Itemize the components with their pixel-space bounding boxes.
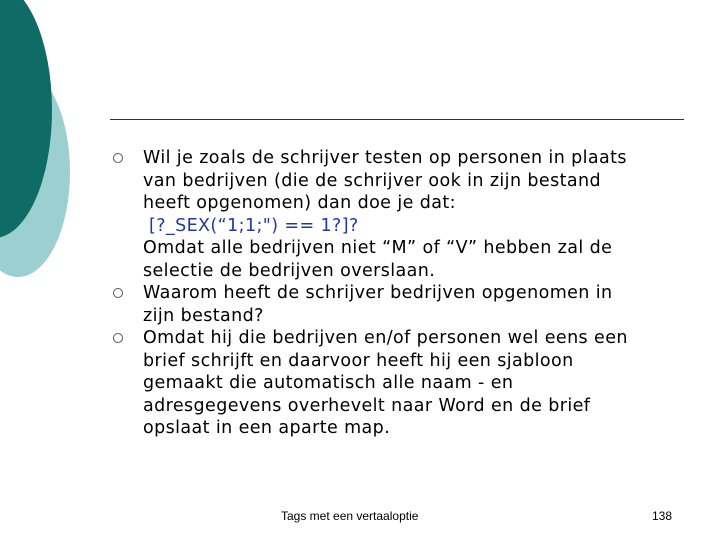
bullet-item-1 xyxy=(113,147,693,282)
bullet-line: selectie de bedrijven overslaan. xyxy=(143,260,436,281)
bullet-line: Omdat hij die bedrijven en/of personen wel eens een xyxy=(143,328,628,348)
bullet-line: adresgegevens overhevelt naar Word en de brief xyxy=(143,395,591,416)
bullet-item-2 xyxy=(113,282,693,327)
bullet-line: gemaakt die automatisch alle naam - en xyxy=(143,373,514,393)
circle-bullet-icon xyxy=(113,288,123,298)
footer-title: Tags met een vertaaloptie xyxy=(281,509,419,523)
bullet-line: opslaat in een aparte map. xyxy=(143,418,391,438)
bullet-line: van bedrijven (die de schrijver ook in zijn bestand xyxy=(143,170,601,191)
decorative-teal-circles xyxy=(0,0,120,300)
bullet-line: zijn bestand? xyxy=(143,305,264,326)
page-number: 138 xyxy=(652,509,673,523)
bullet-line: heeft opgenomen) dan doe je dat: xyxy=(143,193,456,213)
bullet-line: Wil je zoals de schrijver testen op personen in plaats xyxy=(143,148,627,168)
code-snippet: [?_SEX(“1;1;") == 1?]? xyxy=(149,215,359,236)
bullet-item-3 xyxy=(113,327,693,440)
bullet-line: Omdat alle bedrijven niet “M” of “V” hebben zal de xyxy=(143,238,613,258)
title-divider-line xyxy=(110,119,684,120)
circle-bullet-icon xyxy=(113,333,123,343)
circle-bullet-icon xyxy=(113,153,123,163)
bullet-list xyxy=(113,147,693,440)
bullet-line: Waarom heeft de schrijver bedrijven opgenomen in xyxy=(143,283,613,303)
bullet-line: brief schrijft en daarvoor heeft hij een sjabloon xyxy=(143,350,574,371)
